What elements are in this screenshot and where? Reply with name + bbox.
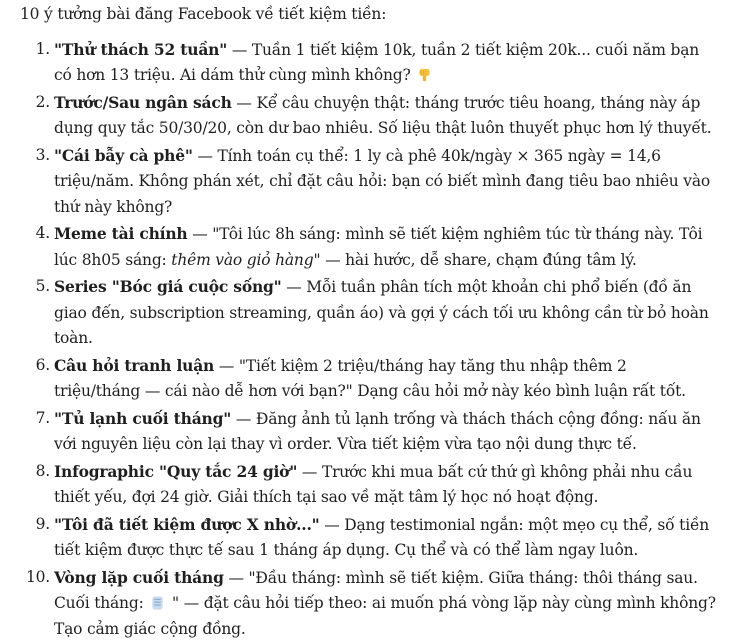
list-item — [20, 274, 718, 352]
item-text: " — đặt câu hỏi tiếp theo: ai muốn phá vòng lặp này cùng mình không? Tạo cảm giác cộng đồng. — [54, 594, 716, 638]
item-number: 3. — [20, 143, 50, 169]
item-title: Câu hỏi tranh luận — [54, 356, 214, 375]
item-number: 9. — [20, 512, 50, 538]
item-title: Series "Bóc giá cuộc sống" — [54, 277, 282, 296]
item-text: — Dạng testimonial ngắn: một mẹo cụ thể, số tiền tiết kiệm được thực tế sau 1 tháng áp dụng. Cụ thể và có thể làm ngay luôn. — [54, 516, 709, 560]
sad-face-emoji-icon — [150, 595, 165, 611]
item-text: — "Đầu tháng: mình sẽ tiết kiệm. Giữa tháng: thôi tháng sau. Cuối tháng: — [54, 569, 698, 613]
list-item — [20, 353, 718, 405]
item-number: 10. — [20, 565, 50, 591]
item-number: 4. — [20, 221, 50, 247]
intro-text: 10 ý tưởng bài đăng Facebook về tiết kiệm tiền: — [20, 2, 718, 28]
item-title: Meme tài chính — [54, 224, 188, 243]
list-item — [20, 565, 718, 642]
item-text: — Tính toán cụ thể: 1 ly cà phê 40k/ngày × 365 ngày = 14,6 triệu/năm. Không phán xét, chỉ đặt câu hỏi: bạn có biết mình đang tiêu bao nhiêu vào thứ này không? — [54, 147, 710, 216]
item-title: "Cái bẫy cà phê" — [54, 146, 193, 165]
item-text: — Tuần 1 tiết kiệm 10k, tuần 2 tiết kiệm 20k... cuối năm bạn có hơn 13 triệu. Ai dám thử cùng mình không? — [54, 41, 699, 85]
list-item — [20, 221, 718, 273]
list-item — [20, 512, 718, 564]
item-number: 1. — [20, 37, 50, 63]
item-title: "Thử thách 52 tuần" — [54, 40, 227, 59]
item-title: "Tủ lạnh cuối tháng" — [54, 409, 231, 428]
item-number: 8. — [20, 459, 50, 485]
item-number: 7. — [20, 406, 50, 432]
item-number: 6. — [20, 353, 50, 379]
item-text: — Kể câu chuyện thật: tháng trước tiêu hoang, tháng này áp dụng quy tắc 50/30/20, còn dư bao nhiêu. Số liệu thật luôn thuyết phục hơn lý thuyết. — [54, 94, 711, 138]
list-item — [20, 90, 718, 142]
list-item — [20, 143, 718, 221]
ideas-list — [20, 37, 718, 642]
item-italic-text: thêm vào giỏ hàng — [171, 251, 313, 269]
item-number: 5. — [20, 274, 50, 300]
list-item — [20, 37, 718, 89]
item-number: 2. — [20, 90, 50, 116]
item-text: — Trước khi mua bất cứ thứ gì không phải nhu cầu thiết yếu, đợi 24 giờ. Giải thích tại sao về mặt tâm lý học nó hoạt động. — [54, 463, 692, 507]
item-text: — "Tôi lúc 8h sáng: mình sẽ tiết kiệm nghiêm túc từ tháng này. Tôi lúc 8h05 sáng: — [54, 225, 702, 269]
item-title: Vòng lặp cuối tháng — [54, 568, 224, 587]
item-text: — Mỗi tuần phân tích một khoản chi phổ biến (đồ ăn giao đến, subscription streaming, quần áo) và gợi ý cách tối ưu không cần từ bỏ hoàn toàn. — [54, 278, 709, 347]
list-item — [20, 459, 718, 511]
item-title: Trước/Sau ngân sách — [54, 93, 232, 112]
item-title: "Tôi đã tiết kiệm được X nhờ..." — [54, 515, 320, 534]
pointing-down-hand-emoji-icon — [417, 67, 432, 83]
list-item — [20, 406, 718, 458]
item-text: — "Tiết kiệm 2 triệu/tháng hay tăng thu nhập thêm 2 triệu/tháng — cái nào dễ hơn với bạn?" Dạng câu hỏi mở này kéo bình luận rất tốt. — [54, 357, 686, 401]
item-text: — Đăng ảnh tủ lạnh trống và thách thách cộng đồng: nấu ăn với nguyên liệu còn lại thay vì order. Vừa tiết kiệm vừa tạo nội dung thực tế. — [54, 410, 701, 454]
item-title: Infographic "Quy tắc 24 giờ" — [54, 462, 297, 481]
item-text: " — hài hước, dễ share, chạm đúng tâm lý. — [313, 251, 636, 269]
